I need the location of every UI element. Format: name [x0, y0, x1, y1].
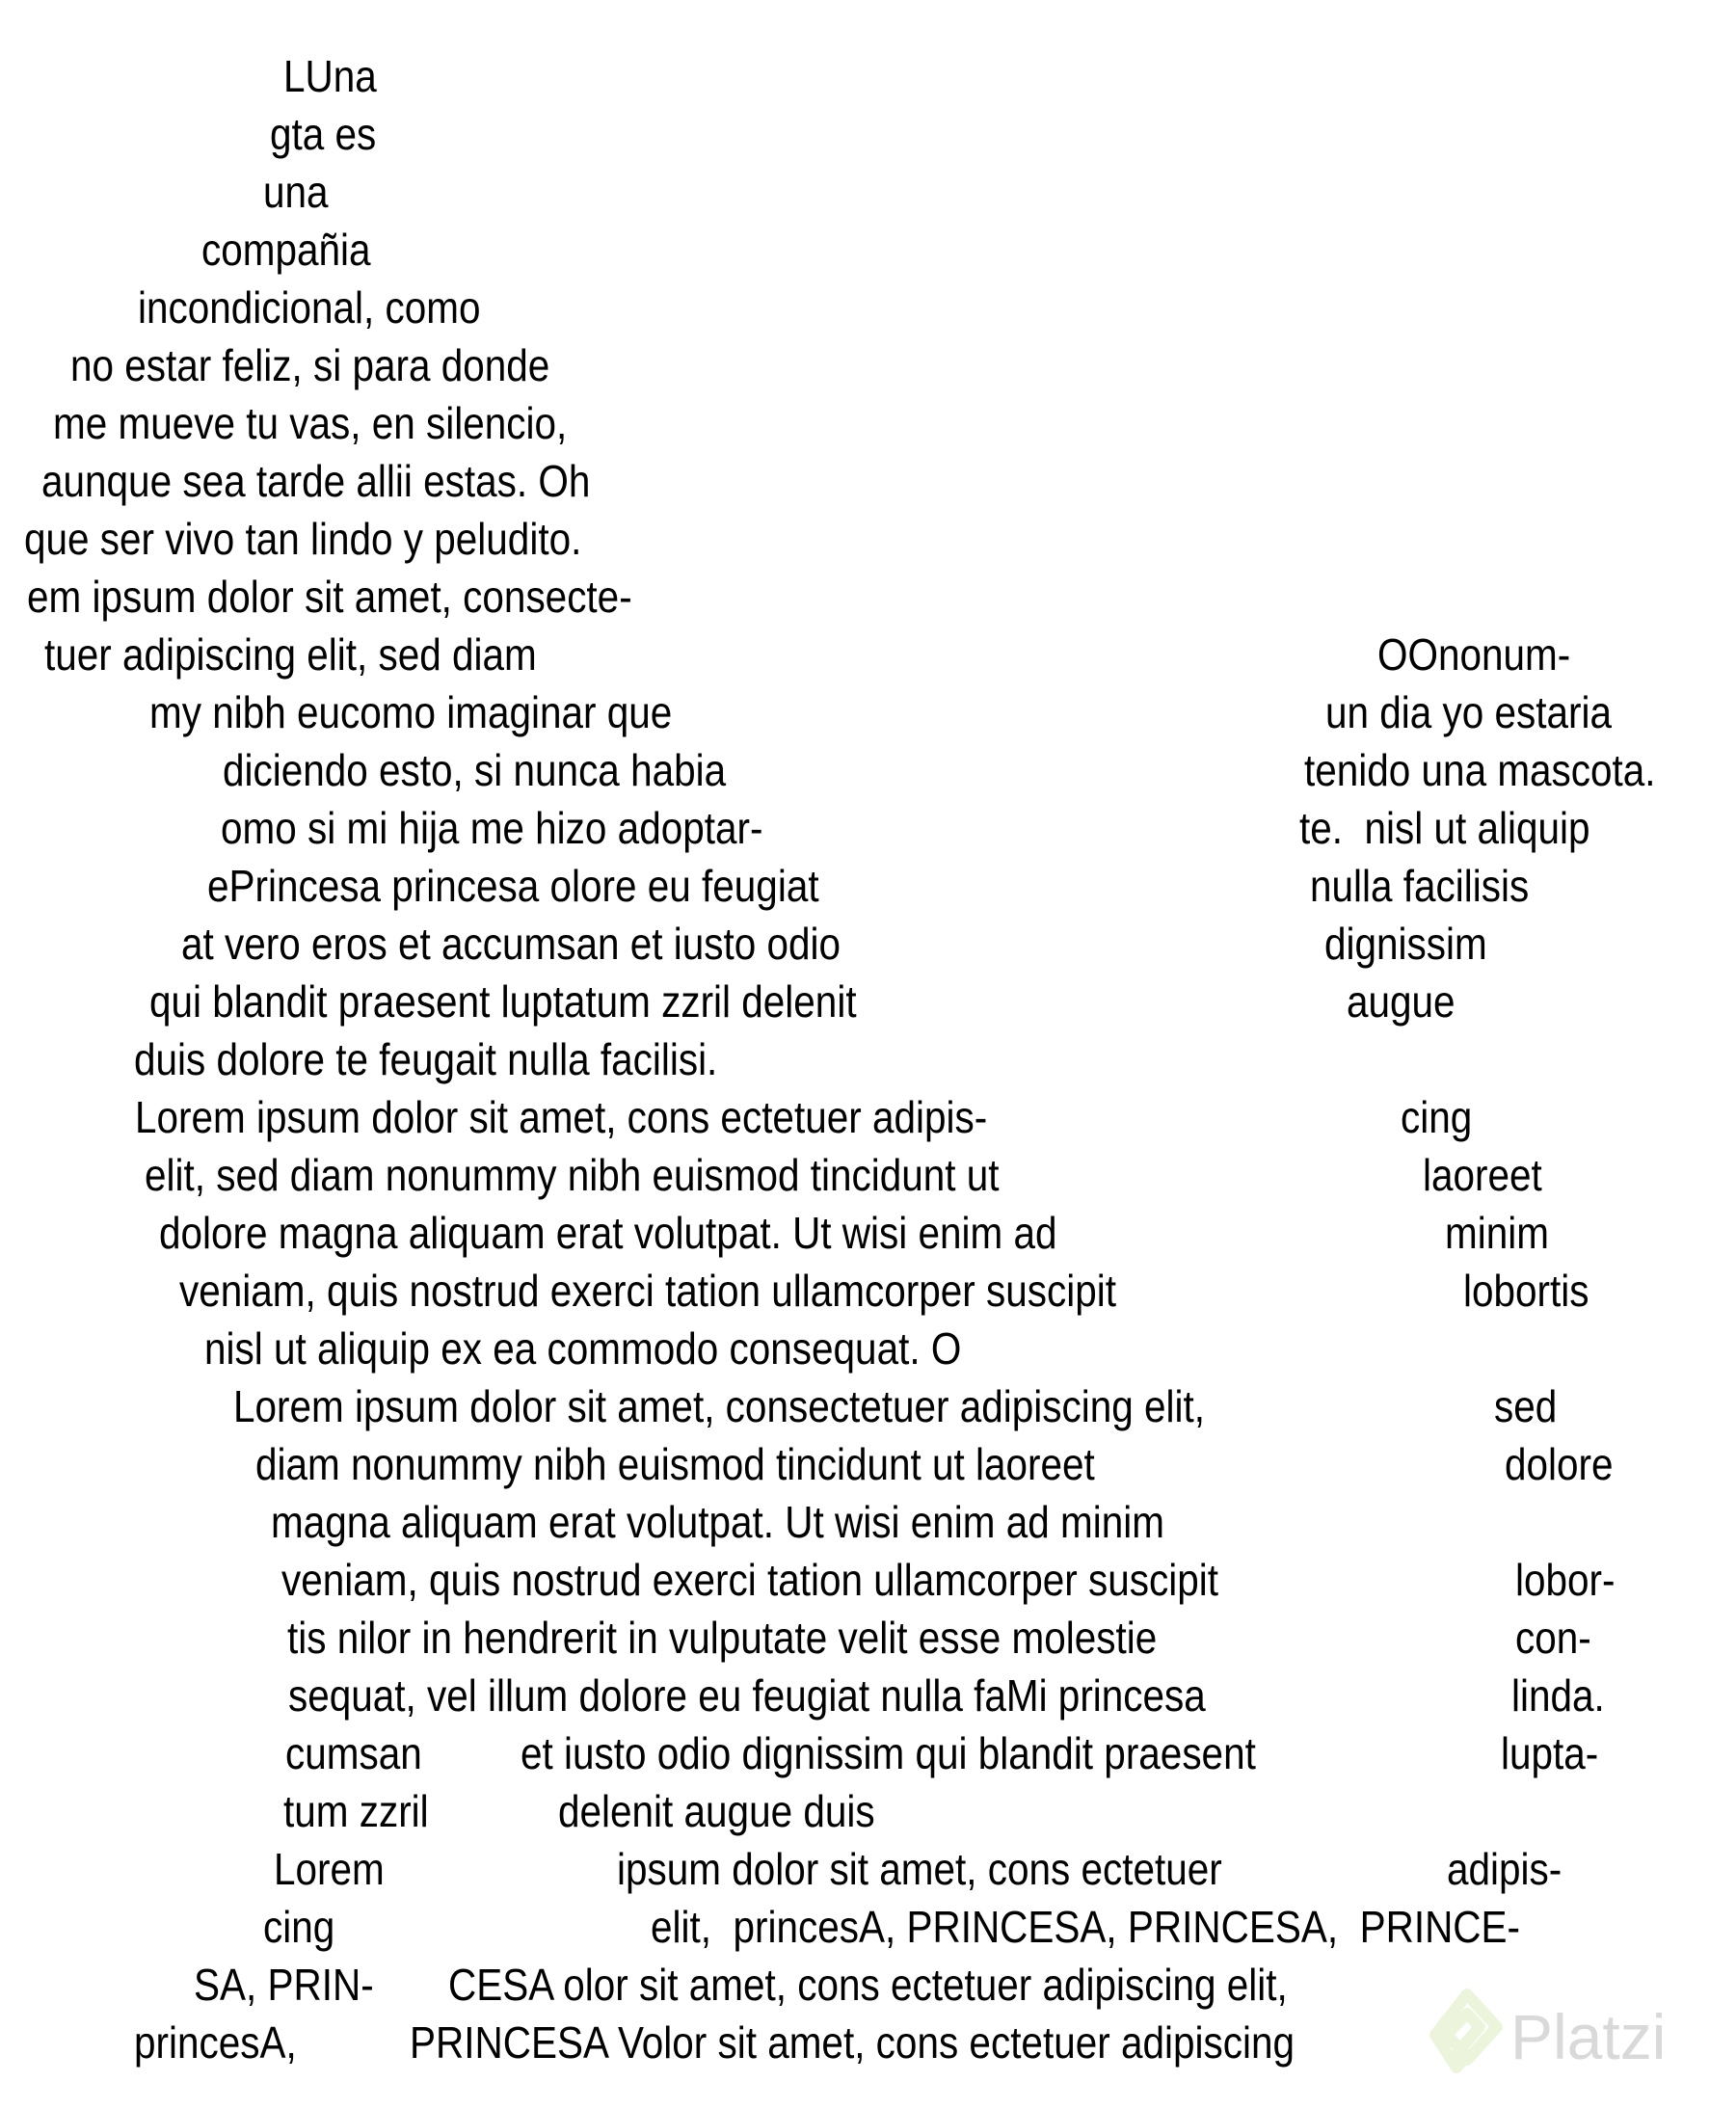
- text-line-right: con-: [1515, 1613, 1591, 1663]
- text-line: Lorem ipsum dolor sit amet, cons ectetuer adipis-: [135, 1092, 988, 1142]
- text-line: Lorem ipsum dolor sit amet, consectetuer adipiscing elit,: [233, 1381, 1205, 1431]
- text-line-middle: PRINCESA Volor sit amet, cons ectetuer adipiscing: [410, 2017, 1295, 2068]
- text-line-right: adipis-: [1447, 1844, 1562, 1894]
- text-line-right: linda.: [1511, 1670, 1605, 1721]
- text-line-right: minim: [1445, 1208, 1549, 1258]
- text-line: Lorem: [274, 1844, 385, 1894]
- text-line: tis nilor in hendrerit in vulputate velit esse molestie: [287, 1613, 1158, 1663]
- text-line-right: dignissim: [1324, 919, 1487, 969]
- text-line-right: un dia yo estaria: [1325, 687, 1613, 737]
- text-line: incondicional, como: [138, 282, 481, 333]
- text-line: LUna: [283, 51, 377, 101]
- text-line: gta es: [270, 109, 377, 159]
- text-line: tum zzril: [283, 1786, 429, 1836]
- text-line-middle: CESA olor sit amet, cons ectetuer adipiscing elit,: [448, 1960, 1288, 2010]
- text-line: nisl ut aliquip ex ea commodo consequat. O: [204, 1323, 962, 1374]
- text-line: elit, sed diam nonummy nibh euismod tincidunt ut: [145, 1150, 1000, 1200]
- text-line: veniam, quis nostrud exerci tation ullamcorper suscipit: [281, 1555, 1218, 1605]
- text-line: SA, PRIN-: [194, 1960, 374, 2010]
- text-line-right: lobortis: [1463, 1266, 1589, 1316]
- text-line-right: laoreet: [1423, 1150, 1542, 1200]
- text-line-right: cing: [1401, 1092, 1473, 1142]
- platzi-logo-icon: [1429, 1989, 1505, 2085]
- text-line: magna aliquam erat volutpat. Ut wisi enim ad minim: [271, 1497, 1164, 1547]
- text-line-right: OOnonum-: [1377, 629, 1571, 680]
- text-line: my nibh eucomo imaginar que: [149, 687, 673, 737]
- text-line: diciendo esto, si nunca habia: [223, 745, 727, 795]
- text-line: qui blandit praesent luptatum zzril delenit: [149, 976, 857, 1027]
- platzi-watermark-text: Platzi: [1510, 2001, 1667, 2072]
- text-line-right: te. nisl ut aliquip: [1299, 803, 1590, 853]
- platzi-watermark: [1429, 1989, 1719, 2085]
- text-line-middle: delenit augue duis: [558, 1786, 875, 1836]
- text-line: que ser vivo tan lindo y peludito.: [24, 514, 582, 564]
- text-line: duis dolore te feugait nulla facilisi.: [134, 1034, 718, 1084]
- text-line-right: lobor-: [1515, 1555, 1616, 1605]
- text-line-middle: et iusto odio dignissim qui blandit praesent: [521, 1728, 1256, 1778]
- text-line: una: [263, 167, 329, 217]
- text-line: compañia: [201, 225, 371, 275]
- text-line: veniam, quis nostrud exerci tation ullamcorper suscipit: [179, 1266, 1116, 1316]
- text-line: tuer adipiscing elit, sed diam: [44, 629, 537, 680]
- text-line: omo si mi hija me hizo adoptar-: [221, 803, 763, 853]
- text-line-right: lupta-: [1501, 1728, 1599, 1778]
- text-line: me mueve tu vas, en silencio,: [53, 398, 568, 448]
- text-line-right: dolore: [1505, 1439, 1614, 1489]
- text-line: sequat, vel illum dolore eu feugiat nulla faMi princesa: [288, 1670, 1206, 1721]
- text-line: em ipsum dolor sit amet, consecte-: [27, 572, 632, 622]
- text-line: no estar feliz, si para donde: [70, 340, 550, 390]
- text-line: princesA,: [134, 2017, 297, 2068]
- text-line: at vero eros et accumsan et iusto odio: [181, 919, 841, 969]
- text-line-right: sed: [1494, 1381, 1558, 1431]
- text-line-right: augue: [1347, 976, 1456, 1027]
- text-line: diam nonummy nibh euismod tincidunt ut laoreet: [255, 1439, 1095, 1489]
- text-line: cing: [263, 1902, 335, 1952]
- text-line: cumsan: [285, 1728, 422, 1778]
- text-line-right: nulla facilisis: [1310, 861, 1530, 911]
- text-line-middle: elit, princesA, PRINCESA, PRINCESA, PRINCE-: [651, 1902, 1521, 1952]
- text-line: dolore magna aliquam erat volutpat. Ut wisi enim ad: [159, 1208, 1057, 1258]
- text-line: ePrincesa princesa olore eu feugiat: [207, 861, 819, 911]
- text-line: aunque sea tarde allii estas. Oh: [41, 456, 591, 506]
- text-line-right: tenido una mascota.: [1304, 745, 1656, 795]
- text-line-middle: ipsum dolor sit amet, cons ectetuer: [617, 1844, 1222, 1894]
